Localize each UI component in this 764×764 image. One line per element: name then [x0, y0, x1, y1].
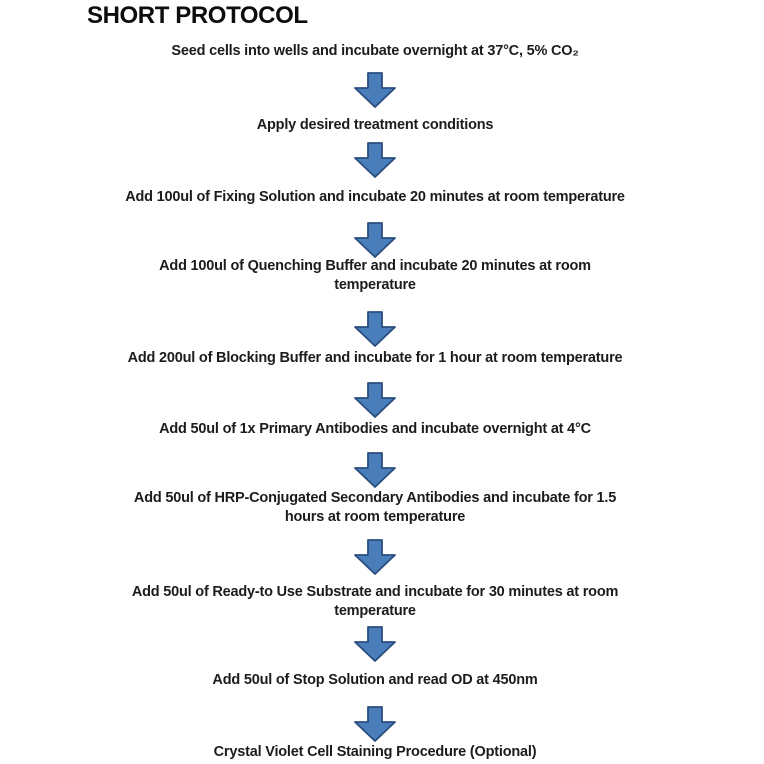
- protocol-step-8: [38, 583, 712, 621]
- protocol-step-text: Add 50ul of 1x Primary Antibodies and incubate overnight at 4°C: [159, 421, 591, 437]
- down-arrow-icon: [354, 452, 396, 488]
- protocol-step-text: hours at room temperature: [284, 509, 466, 525]
- protocol-step-4: [38, 257, 712, 295]
- protocol-step-text: Add 50ul of Stop Solution and read OD at 450nm: [212, 672, 538, 688]
- protocol-step-text: Add 50ul of Ready-to Use Substrate and incubate for 30 minutes at room: [131, 584, 619, 600]
- down-arrow-icon: [354, 311, 396, 347]
- protocol-step-2: [38, 116, 712, 135]
- protocol-step-3: [38, 188, 712, 207]
- protocol-step-1: [38, 42, 712, 61]
- down-arrow-icon: [354, 539, 396, 575]
- protocol-step-text: Add 100ul of Quenching Buffer and incubate 20 minutes at room: [159, 258, 591, 274]
- protocol-step-text: temperature: [334, 603, 416, 619]
- down-arrow-icon: [354, 706, 396, 742]
- protocol-step-text: Seed cells into wells and incubate overnight at 37°C, 5% CO₂: [171, 43, 579, 59]
- down-arrow-icon: [354, 142, 396, 178]
- down-arrow-icon: [354, 382, 396, 418]
- protocol-step-7: [38, 489, 712, 527]
- down-arrow-icon: [354, 222, 396, 258]
- protocol-step-9: [38, 671, 712, 690]
- protocol-step-text: Add 200ul of Blocking Buffer and incubate for 1 hour at room temperature: [127, 350, 623, 366]
- protocol-step-text: Crystal Violet Cell Staining Procedure (Optional): [213, 744, 537, 760]
- down-arrow-icon: [354, 72, 396, 108]
- protocol-step-5: [38, 349, 712, 368]
- protocol-step-6: [38, 420, 712, 439]
- protocol-step-text: Apply desired treatment conditions: [256, 117, 494, 133]
- protocol-step-text: temperature: [334, 277, 416, 293]
- protocol-step-10: [38, 743, 712, 762]
- down-arrow-icon: [354, 626, 396, 662]
- protocol-step-text: Add 50ul of HRP-Conjugated Secondary Antibodies and incubate for 1.5: [133, 490, 617, 506]
- page-title: SHORT PROTOCOL: [87, 2, 308, 29]
- protocol-step-text: Add 100ul of Fixing Solution and incubate 20 minutes at room temperature: [125, 189, 625, 205]
